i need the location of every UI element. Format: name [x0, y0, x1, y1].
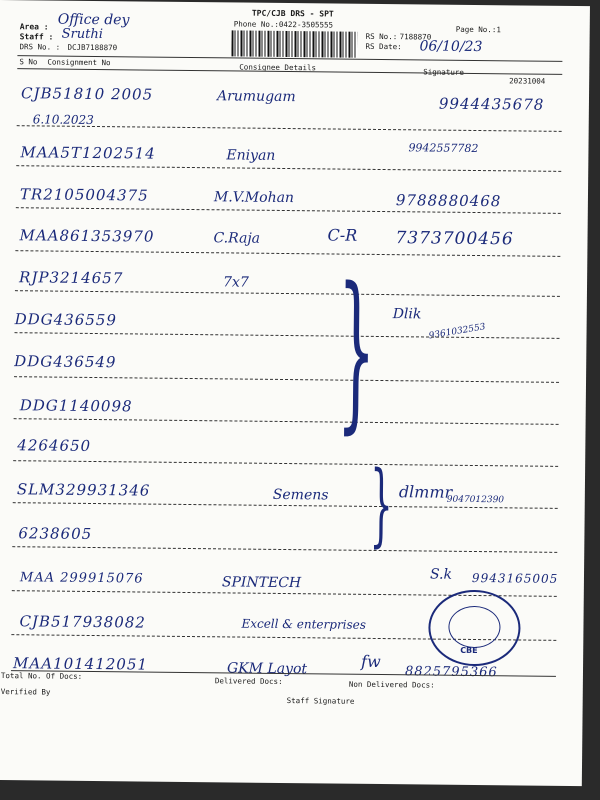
consignment-no-12: MAA 299915076	[19, 570, 144, 587]
barcode	[231, 30, 357, 57]
delivered-docs-label: Delivered Docs:	[214, 676, 283, 686]
consignee-phone-10: 9047012390	[446, 494, 505, 506]
sheet-title: TPC/CJB DRS - SPT	[251, 8, 334, 19]
consignment-no-6: DDG436559	[14, 310, 118, 330]
row-rule	[15, 250, 560, 257]
area-label: Area :	[19, 22, 49, 32]
consignee-name-1: Arumugam	[216, 88, 296, 106]
consignment-no-1: CJB51810 2005	[20, 84, 154, 104]
row-rule	[13, 460, 558, 467]
consignee-phone-4: 7373700456	[395, 228, 514, 250]
consignee-phone-3: 9788880468	[395, 191, 502, 211]
col-consignment: Consignment No	[47, 57, 111, 68]
signature-14: fw	[360, 651, 381, 672]
col-details: Consignee Details	[239, 62, 317, 73]
consignment-no-9: 4264650	[17, 436, 92, 455]
consignee-name-12: SPINTECH	[221, 574, 302, 592]
col-sno: S No	[19, 57, 38, 67]
consignment-no-2: MAA5T1202514	[20, 143, 156, 163]
signature-10: dlmmr	[398, 482, 453, 502]
consignee-phone-12: 9943165005	[471, 570, 559, 586]
consignee-name-3: M.V.Mohan	[213, 189, 295, 207]
consignee-name-13: Excell & enterprises	[241, 616, 367, 632]
consignment-no-11: 6238605	[18, 524, 93, 543]
row-rule	[17, 125, 562, 132]
consignment-no-8: DDG1140098	[19, 396, 133, 416]
consignee-name-4: C.Raja	[213, 230, 261, 247]
phone-number: Phone No.:0422-3505555	[233, 19, 334, 30]
drs-no-label: DRS No. :	[19, 42, 61, 52]
page-number: Page No.:1	[455, 24, 501, 35]
drs-no-value: DCJB7188870	[67, 42, 118, 53]
consignee-name-14: GKM Layot	[226, 660, 308, 678]
area-value: Office dey	[57, 11, 130, 29]
rs-date-value: 06/10/23	[419, 38, 483, 56]
row-rule	[15, 290, 560, 297]
staff-signature-label: Staff Signature	[286, 696, 355, 706]
rs-date-label: RS Date:	[365, 41, 402, 52]
consignee-phone-6: 9361032553	[428, 322, 487, 342]
col-signature: Signature	[423, 67, 464, 77]
stamp-city: CBE	[460, 645, 478, 656]
consignee-phone-14: 8825795366	[404, 664, 498, 681]
consignee-name-5: 7x7	[222, 274, 249, 291]
signature-4: C-R	[327, 225, 358, 245]
consignment-no-10: SLM329931346	[16, 480, 151, 500]
group-brace: }	[336, 251, 377, 450]
consignee-name-10: Semens	[272, 486, 329, 504]
consignment-no-3: TR2105004375	[19, 185, 149, 205]
company-stamp	[428, 590, 521, 667]
row-rule	[16, 165, 561, 172]
staff-label: Staff :	[19, 32, 54, 42]
non-delivered-docs-label: Non Delivered Docs:	[348, 679, 435, 690]
rs-no-label: RS No.:	[365, 31, 398, 42]
signature-12: S.k	[429, 566, 453, 583]
row-rule	[14, 418, 559, 425]
consignment-no-4: MAA861353970	[19, 226, 155, 246]
group-brace-2: }	[369, 451, 394, 558]
rs-no-value: 7188870	[399, 32, 432, 42]
consignee-phone-1: 9944435678	[438, 94, 545, 114]
consignee-phone-2: 9942557782	[408, 141, 479, 156]
consignment-no-13: CJB517938082	[19, 612, 146, 632]
consignment-no-7: DDG436549	[14, 352, 117, 372]
consignee-name-2: Eniyan	[226, 147, 276, 164]
signature-6: Dlik	[392, 306, 422, 323]
stamp-inner-ring	[448, 606, 500, 649]
total-docs-label: Total No. Of Docs:	[0, 671, 83, 681]
row-rule	[12, 546, 557, 553]
verified-by-label: Verified By	[0, 687, 51, 697]
row-rule	[14, 376, 559, 383]
delivery-date-1: 6.10.2023	[32, 112, 94, 127]
print-date: 20231004	[509, 76, 546, 86]
consignment-no-5: RJP3214657	[19, 268, 124, 288]
consignment-no-14: MAA101412051	[12, 654, 149, 674]
staff-value: Sruthi	[61, 26, 103, 43]
